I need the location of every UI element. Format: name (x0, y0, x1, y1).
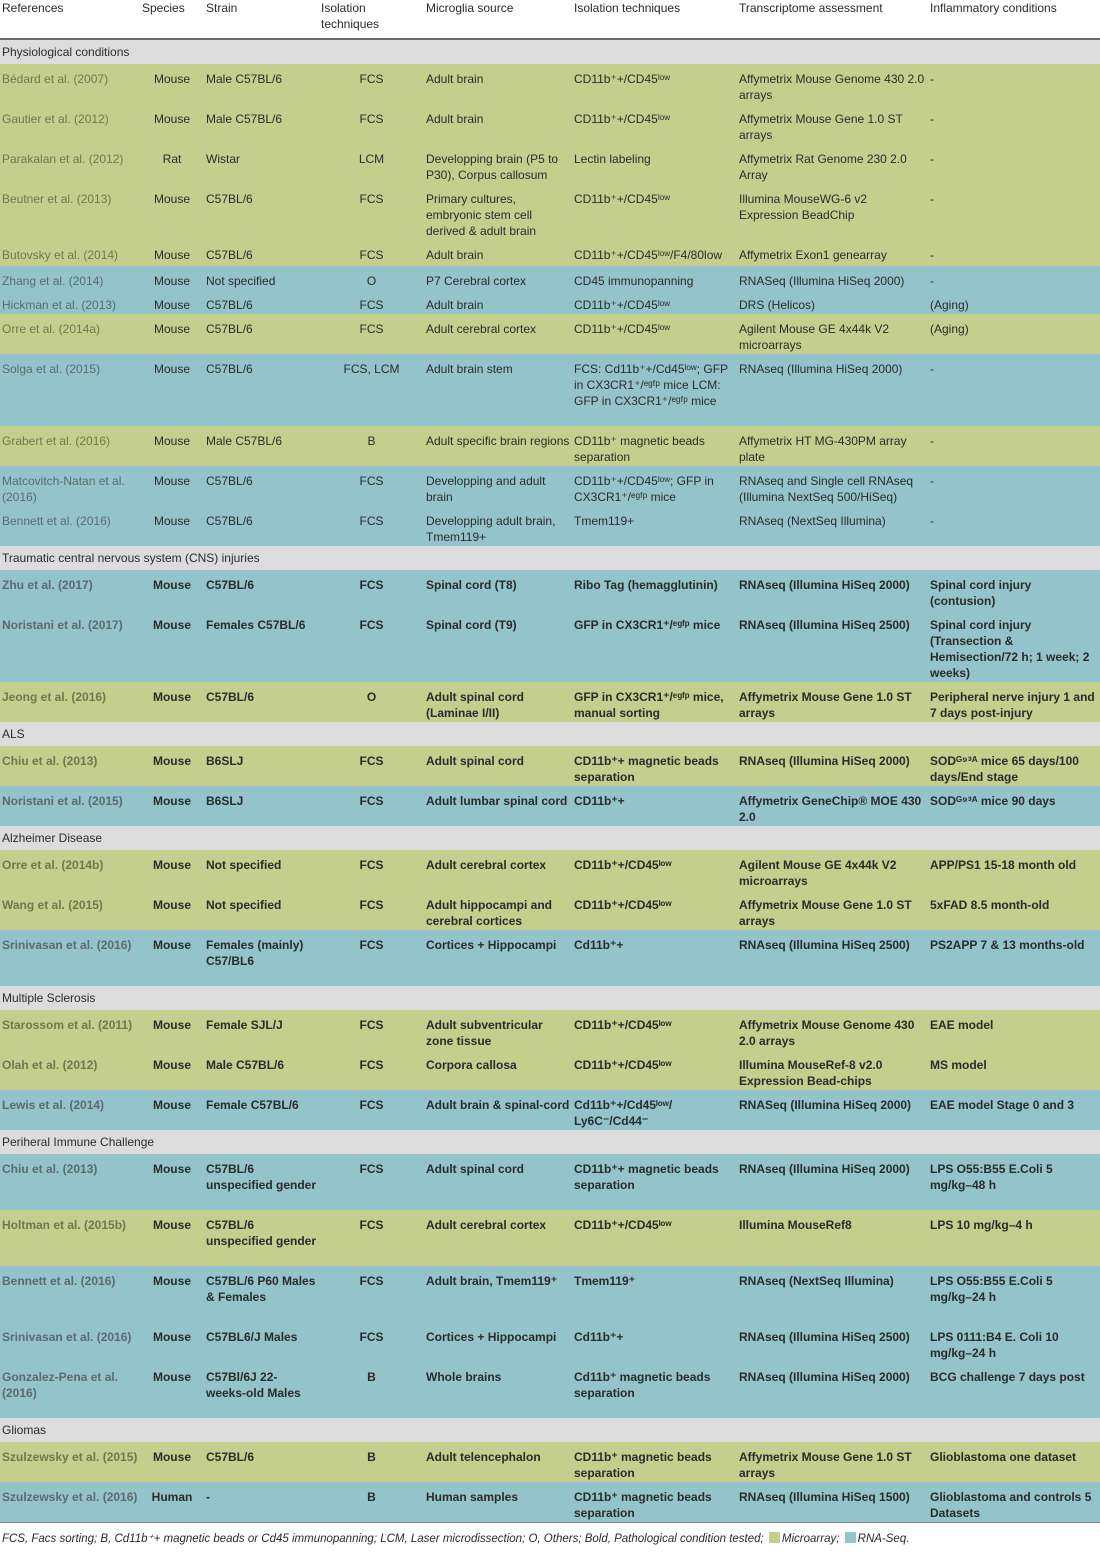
inflammatory-condition: EAE model Stage 0 and 3 (928, 1090, 1100, 1130)
microglia-source: Adult brain (424, 104, 572, 144)
isolation-technique: FCS (319, 1050, 424, 1090)
section-row (0, 986, 1100, 1010)
table-row (0, 290, 1100, 314)
reference: Wang et al. (2015) (0, 890, 140, 930)
isolation-technique: FCS (319, 1090, 424, 1130)
strain: C57BL/6 (204, 184, 319, 240)
microglia-source: Adult subventricular zone tissue (424, 1010, 572, 1050)
section-row (0, 826, 1100, 850)
transcriptome-assessment: Affymetrix Mouse Genome 430 2.0 arrays (737, 64, 928, 104)
microglia-source: Cortices + Hippocampi (424, 1322, 572, 1362)
transcriptome-assessment: RNASeq (Illumina HiSeq 2000) (737, 266, 928, 290)
strain: Male C57BL/6 (204, 426, 319, 466)
section-row (0, 1418, 1100, 1442)
isolation-technique: FCS (319, 290, 424, 314)
reference: Holtman et al. (2015b) (0, 1210, 140, 1266)
species: Mouse (140, 354, 204, 426)
table-row (0, 610, 1100, 682)
transcriptome-assessment: Agilent Mouse GE 4x44k V2 microarrays (737, 314, 928, 354)
species: Mouse (140, 426, 204, 466)
transcriptome-assessment: Affymetrix Mouse Gene 1.0 ST arrays (737, 890, 928, 930)
isolation-technique: FCS (319, 240, 424, 266)
reference: Olah et al. (2012) (0, 1050, 140, 1090)
isolation-technique: O (319, 266, 424, 290)
strain: - (204, 1482, 319, 1522)
species: Mouse (140, 266, 204, 290)
inflammatory-condition: BCG challenge 7 days post (928, 1362, 1100, 1418)
microglia-source: Developping adult brain, Tmem119+ (424, 506, 572, 546)
transcriptome-assessment: Illumina MouseRef8 (737, 1210, 928, 1266)
reference: Parakalan et al. (2012) (0, 144, 140, 184)
inflammatory-condition: Glioblastoma one dataset (928, 1442, 1100, 1482)
isolation-method: CD11b⁺+/CD45ˡᵒʷ (572, 890, 737, 930)
reference: Noristani et al. (2015) (0, 786, 140, 826)
table-row (0, 314, 1100, 354)
transcriptome-assessment: Illumina MouseWG-6 v2 Expression BeadChip (737, 184, 928, 240)
table-row (0, 786, 1100, 826)
isolation-technique: FCS (319, 1322, 424, 1362)
inflammatory-condition: LPS O55:B55 E.Coli 5 mg/kg–24 h (928, 1266, 1100, 1322)
section-label: ALS (0, 722, 1100, 746)
isolation-technique: FCS (319, 850, 424, 890)
isolation-technique: FCS (319, 64, 424, 104)
isolation-method: GFP in CX3CR1⁺/ᵉᵍᶠᵖ mice (572, 610, 737, 682)
section-row (0, 39, 1100, 64)
reference: Grabert et al. (2016) (0, 426, 140, 466)
transcriptome-assessment: RNAseq (NextSeq Illumina) (737, 506, 928, 546)
strain: C57BL/6 (204, 682, 319, 722)
isolation-technique: FCS (319, 746, 424, 786)
isolation-technique: FCS (319, 1154, 424, 1210)
reference: Starossom et al. (2011) (0, 1010, 140, 1050)
inflammatory-condition: - (928, 506, 1100, 546)
strain: Female C57BL/6 (204, 1090, 319, 1130)
isolation-technique: FCS (319, 506, 424, 546)
reference: Srinivasan et al. (2016) (0, 1322, 140, 1362)
reference: Chiu et al. (2013) (0, 746, 140, 786)
strain: C57Bl/6J 22-weeks-old Males (204, 1362, 319, 1418)
transcriptome-assessment: RNAseq (Illumina HiSeq 2000) (737, 570, 928, 610)
species: Mouse (140, 64, 204, 104)
strain: C57BL/6 (204, 466, 319, 506)
table-row (0, 1482, 1100, 1522)
microglia-source: Adult cerebral cortex (424, 850, 572, 890)
strain: C57BL/6 (204, 570, 319, 610)
species: Mouse (140, 1266, 204, 1322)
isolation-method: FCS: Cd11b⁺+/Cd45ˡᵒʷ; GFP in CX3CR1⁺/ᵉᵍᶠᵖ mice LCM: GFP in CX3CR1⁺/ᵉᵍᶠᵖ mice (572, 354, 737, 426)
species: Mouse (140, 1050, 204, 1090)
isolation-method: CD11b⁺+/CD45ˡᵒʷ (572, 1010, 737, 1050)
isolation-method: CD11b⁺+/CD45ˡᵒʷ (572, 1210, 737, 1266)
table-row (0, 354, 1100, 426)
inflammatory-condition: - (928, 64, 1100, 104)
strain: C57BL/6 (204, 1442, 319, 1482)
isolation-method: Ribo Tag (hemagglutinin) (572, 570, 737, 610)
species: Rat (140, 144, 204, 184)
transcriptome-assessment: Affymetrix HT MG-430PM array plate (737, 426, 928, 466)
footnote-text: FCS, Facs sorting; B, Cd11b⁺+ magnetic beads or Cd45 immunopanning; LCM, Laser microdissection; O, Others; Bold, Pathological condition tested; (2, 1533, 764, 1545)
table-row (0, 1154, 1100, 1210)
reference: Bennett et al. (2016) (0, 506, 140, 546)
isolation-method: CD11b⁺+/CD45ˡᵒʷ (572, 104, 737, 144)
species: Mouse (140, 930, 204, 986)
isolation-method: CD11b⁺+/CD45ˡᵒʷ/F4/80low (572, 240, 737, 266)
transcriptome-assessment: Affymetrix Mouse Gene 1.0 ST arrays (737, 104, 928, 144)
table-row (0, 746, 1100, 786)
strain: C57BL/6 (204, 506, 319, 546)
reference: Gonzalez-Pena et al. (2016) (0, 1362, 140, 1418)
table-row (0, 64, 1100, 104)
transcriptome-assessment: RNAseq (Illumina HiSeq 2000) (737, 746, 928, 786)
species: Mouse (140, 290, 204, 314)
transcriptome-assessment: DRS (Helicos) (737, 290, 928, 314)
isolation-technique: FCS (319, 104, 424, 144)
microglia-source: Adult cerebral cortex (424, 1210, 572, 1266)
strain: C57BL/6 unspecified gender (204, 1210, 319, 1266)
isolation-method: Cd11b⁺+/Cd45ˡᵒʷ/ Ly6C⁻/Cd44⁻ (572, 1090, 737, 1130)
inflammatory-condition: APP/PS1 15-18 month old (928, 850, 1100, 890)
table-row (0, 466, 1100, 506)
table-row (0, 1210, 1100, 1266)
inflammatory-condition: LPS 10 mg/kg–4 h (928, 1210, 1100, 1266)
isolation-technique: O (319, 682, 424, 722)
isolation-method: Cd11b⁺+ (572, 930, 737, 986)
transcriptome-assessment: Illumina MouseRef-8 v2.0 Expression Bead-chips (737, 1050, 928, 1090)
table-row (0, 506, 1100, 546)
isolation-technique: FCS (319, 1010, 424, 1050)
isolation-technique: FCS (319, 466, 424, 506)
inflammatory-condition: - (928, 354, 1100, 426)
microglia-source: Adult brain & spinal-cord (424, 1090, 572, 1130)
table-row (0, 1050, 1100, 1090)
strain: B6SLJ (204, 786, 319, 826)
table-row (0, 850, 1100, 890)
table-row (0, 570, 1100, 610)
strain: C57BL/6 (204, 290, 319, 314)
species: Mouse (140, 1154, 204, 1210)
isolation-technique: FCS (319, 930, 424, 986)
species: Mouse (140, 610, 204, 682)
microglia-source: Adult brain (424, 290, 572, 314)
species: Mouse (140, 1442, 204, 1482)
table-row (0, 184, 1100, 240)
microglia-source: Spinal cord (T9) (424, 610, 572, 682)
isolation-method: CD11b⁺+/CD45ˡᵒʷ (572, 314, 737, 354)
reference: Chiu et al. (2013) (0, 1154, 140, 1210)
isolation-method: CD11b⁺+/CD45ˡᵒʷ (572, 290, 737, 314)
isolation-method: CD11b⁺ magnetic beads separation (572, 1482, 737, 1522)
species: Mouse (140, 184, 204, 240)
table-row (0, 426, 1100, 466)
strain: Not specified (204, 890, 319, 930)
species: Mouse (140, 786, 204, 826)
section-label: Alzheimer Disease (0, 826, 1100, 850)
isolation-method: CD45 immunopanning (572, 266, 737, 290)
strain: Female SJL/J (204, 1010, 319, 1050)
isolation-technique: FCS (319, 786, 424, 826)
isolation-technique: FCS (319, 570, 424, 610)
microglia-source: Corpora callosa (424, 1050, 572, 1090)
table-row (0, 890, 1100, 930)
isolation-technique: B (319, 1442, 424, 1482)
microglia-source: Cortices + Hippocampi (424, 930, 572, 986)
reference: Matcovitch-Natan et al. (2016) (0, 466, 140, 506)
microglia-source: Adult telencephalon (424, 1442, 572, 1482)
isolation-method: CD11b⁺+/CD45ˡᵒʷ; GFP in CX3CR1⁺/ᵉᵍᶠᵖ mice (572, 466, 737, 506)
isolation-technique: FCS (319, 890, 424, 930)
microglia-source: Adult specific brain regions (424, 426, 572, 466)
transcriptome-assessment: Affymetrix Rat Genome 230 2.0 Array (737, 144, 928, 184)
species: Mouse (140, 1210, 204, 1266)
species: Mouse (140, 104, 204, 144)
isolation-method: CD11b⁺+/CD45ˡᵒʷ (572, 850, 737, 890)
species: Mouse (140, 850, 204, 890)
microglia-source: Whole brains (424, 1362, 572, 1418)
inflammatory-condition: Spinal cord injury (contusion) (928, 570, 1100, 610)
transcriptome-assessment: Affymetrix Mouse Gene 1.0 ST arrays (737, 682, 928, 722)
species: Mouse (140, 240, 204, 266)
isolation-technique: FCS, LCM (319, 354, 424, 426)
isolation-technique: FCS (319, 314, 424, 354)
reference: Zhu et al. (2017) (0, 570, 140, 610)
header-isolation-techniques: Isolation techniques (319, 0, 424, 39)
inflammatory-condition: LPS 0111:B4 E. Coli 10 mg/kg–24 h (928, 1322, 1100, 1362)
isolation-method: CD11b⁺ magnetic beads separation (572, 426, 737, 466)
reference: Szulzewsky et al. (2016) (0, 1482, 140, 1522)
microarray-swatch (769, 1532, 780, 1543)
isolation-technique: FCS (319, 1210, 424, 1266)
inflammatory-condition: - (928, 144, 1100, 184)
footnote-rnaseq-label: RNA-Seq. (857, 1533, 910, 1545)
microglia-source: Developping and adult brain (424, 466, 572, 506)
isolation-technique: LCM (319, 144, 424, 184)
microglia-source: Adult lumbar spinal cord (424, 786, 572, 826)
microglia-source: Adult cerebral cortex (424, 314, 572, 354)
transcriptome-assessment: RNAseq (Illumina HiSeq 2500) (737, 930, 928, 986)
microglia-source: Adult hippocampi and cerebral cortices (424, 890, 572, 930)
header-isolation-techniques-detail: Isolation techniques (572, 0, 737, 39)
reference: Hickman et al. (2013) (0, 290, 140, 314)
inflammatory-condition: Spinal cord injury (Transection & Hemisection/72 h; 1 week; 2 weeks) (928, 610, 1100, 682)
reference: Lewis et al. (2014) (0, 1090, 140, 1130)
strain: B6SLJ (204, 746, 319, 786)
microglia-source: Adult brain (424, 64, 572, 104)
species: Mouse (140, 1322, 204, 1362)
reference: Gautier et al. (2012) (0, 104, 140, 144)
isolation-method: CD11b⁺+/CD45ˡᵒʷ (572, 64, 737, 104)
strain: Females C57BL/6 (204, 610, 319, 682)
isolation-method: CD11b⁺+ magnetic beads separation (572, 1154, 737, 1210)
isolation-method: CD11b⁺+/CD45ˡᵒʷ (572, 184, 737, 240)
inflammatory-condition: LPS O55:B55 E.Coli 5 mg/kg–48 h (928, 1154, 1100, 1210)
strain: Male C57BL/6 (204, 104, 319, 144)
reference: Orre et al. (2014b) (0, 850, 140, 890)
transcriptome-assessment: Affymetrix Exon1 genearray (737, 240, 928, 266)
strain: Not specified (204, 266, 319, 290)
inflammatory-condition: - (928, 466, 1100, 506)
inflammatory-condition: - (928, 240, 1100, 266)
transcriptome-assessment: Affymetrix Mouse Gene 1.0 ST arrays (737, 1442, 928, 1482)
species: Mouse (140, 466, 204, 506)
species: Mouse (140, 746, 204, 786)
microglia-source: Adult spinal cord (Laminae I/II) (424, 682, 572, 722)
transcriptome-assessment: RNAseq (Illumina HiSeq 2500) (737, 1322, 928, 1362)
section-label: Multiple Sclerosis (0, 986, 1100, 1010)
isolation-technique: FCS (319, 610, 424, 682)
reference: Bédard et al. (2007) (0, 64, 140, 104)
header-microglia-source: Microglia source (424, 0, 572, 39)
species: Mouse (140, 1090, 204, 1130)
reference: Solga et al. (2015) (0, 354, 140, 426)
inflammatory-condition: SODᴳ⁹³ᴬ mice 90 days (928, 786, 1100, 826)
inflammatory-condition: Glioblastoma and controls 5 Datasets (928, 1482, 1100, 1522)
microglia-source: P7 Cerebral cortex (424, 266, 572, 290)
isolation-method: CD11b⁺+ magnetic beads separation (572, 746, 737, 786)
microglia-source: Primary cultures, embryonic stem cell derived & adult brain (424, 184, 572, 240)
transcriptome-assessment: RNAseq (Illumina HiSeq 2500) (737, 610, 928, 682)
strain: C57BL/6 (204, 240, 319, 266)
strain: Not specified (204, 850, 319, 890)
microglia-source: Adult spinal cord (424, 746, 572, 786)
inflammatory-condition: - (928, 426, 1100, 466)
microglia-source: Adult brain, Tmem119⁺ (424, 1266, 572, 1322)
table-row (0, 1442, 1100, 1482)
reference: Szulzewsky et al. (2015) (0, 1442, 140, 1482)
isolation-technique: B (319, 426, 424, 466)
species: Mouse (140, 682, 204, 722)
section-label: Traumatic central nervous system (CNS) injuries (0, 546, 1100, 570)
isolation-method: Lectin labeling (572, 144, 737, 184)
strain: Wistar (204, 144, 319, 184)
isolation-technique: FCS (319, 184, 424, 240)
reference: Zhang et al. (2014) (0, 266, 140, 290)
transcriptome-assessment: RNAseq (Illumina HiSeq 2000) (737, 1362, 928, 1418)
isolation-method: CD11b⁺+/CD45ˡᵒʷ (572, 1050, 737, 1090)
reference: Jeong et al. (2016) (0, 682, 140, 722)
inflammatory-condition: (Aging) (928, 290, 1100, 314)
reference: Noristani et al. (2017) (0, 610, 140, 682)
table-row (0, 1362, 1100, 1418)
isolation-technique: B (319, 1482, 424, 1522)
inflammatory-condition: PS2APP 7 & 13 months-old (928, 930, 1100, 986)
microglia-source: Spinal cord (T8) (424, 570, 572, 610)
inflammatory-condition: (Aging) (928, 314, 1100, 354)
inflammatory-condition: - (928, 104, 1100, 144)
species: Mouse (140, 570, 204, 610)
table-row (0, 266, 1100, 290)
table-row (0, 240, 1100, 266)
table-row (0, 1266, 1100, 1322)
strain: C57BL/6 unspecified gender (204, 1154, 319, 1210)
transcriptome-assessment: Agilent Mouse GE 4x44k V2 microarrays (737, 850, 928, 890)
table-row (0, 1090, 1100, 1130)
species: Human (140, 1482, 204, 1522)
inflammatory-condition: EAE model (928, 1010, 1100, 1050)
isolation-method: CD11b⁺ magnetic beads separation (572, 1442, 737, 1482)
reference: Beutner et al. (2013) (0, 184, 140, 240)
strain: Male C57BL/6 (204, 1050, 319, 1090)
transcriptome-assessment: RNAseq (NextSeq Illumina) (737, 1266, 928, 1322)
header-row (0, 0, 1100, 39)
isolation-method: CD11b⁺+ (572, 786, 737, 826)
species: Mouse (140, 1010, 204, 1050)
inflammatory-condition: 5xFAD 8.5 month-old (928, 890, 1100, 930)
table-row (0, 930, 1100, 986)
header-transcriptome-assessment: Transcriptome assessment (737, 0, 928, 39)
isolation-technique: B (319, 1362, 424, 1418)
transcriptome-assessment: Affymetrix GeneChip® MOE 430 2.0 (737, 786, 928, 826)
isolation-method: Cd11b⁺+ (572, 1322, 737, 1362)
reference: Srinivasan et al. (2016) (0, 930, 140, 986)
strain: C57BL/6 (204, 314, 319, 354)
isolation-method: GFP in CX3CR1⁺/ᵉᵍᶠᵖ mice, manual sorting (572, 682, 737, 722)
strain: Females (mainly) C57/BL6 (204, 930, 319, 986)
rnaseq-swatch (845, 1532, 856, 1543)
isolation-method: Tmem119⁺ (572, 1266, 737, 1322)
table-row (0, 682, 1100, 722)
inflammatory-condition: SODᴳ⁹³ᴬ mice 65 days/100 days/End stage (928, 746, 1100, 786)
table-row (0, 144, 1100, 184)
footnote-microarray-label: Microarray; (781, 1533, 840, 1545)
microglia-source: Human samples (424, 1482, 572, 1522)
section-label: Periheral Immune Challenge (0, 1130, 1100, 1154)
inflammatory-condition: - (928, 184, 1100, 240)
microglia-source: Adult brain (424, 240, 572, 266)
section-label: Gliomas (0, 1418, 1100, 1442)
transcriptome-assessment: RNAseq and Single cell RNAseq (Illumina NextSeq 500/HiSeq) (737, 466, 928, 506)
inflammatory-condition: MS model (928, 1050, 1100, 1090)
microglia-source: Adult spinal cord (424, 1154, 572, 1210)
header-species: Species (140, 0, 204, 39)
reference: Bennett et al. (2016) (0, 1266, 140, 1322)
strain: C57BL6/J Males (204, 1322, 319, 1362)
strain: C57BL/6 P60 Males & Females (204, 1266, 319, 1322)
table-row (0, 1322, 1100, 1362)
transcriptome-assessment: RNAseq (Illumina HiSeq 2000) (737, 354, 928, 426)
species: Mouse (140, 890, 204, 930)
isolation-technique: FCS (319, 1266, 424, 1322)
section-row (0, 722, 1100, 746)
table-footnote (0, 1522, 1100, 1553)
microglia-source: Developping brain (P5 to P30), Corpus callosum (424, 144, 572, 184)
species: Mouse (140, 314, 204, 354)
section-row (0, 546, 1100, 570)
inflammatory-condition: Peripheral nerve injury 1 and 7 days post-injury (928, 682, 1100, 722)
transcriptome-assessment: RNASeq (Illumina HiSeq 2000) (737, 1090, 928, 1130)
species: Mouse (140, 1362, 204, 1418)
isolation-method: Cd11b⁺ magnetic beads separation (572, 1362, 737, 1418)
transcriptome-assessment: RNAseq (Illumina HiSeq 1500) (737, 1482, 928, 1522)
strain: C57BL/6 (204, 354, 319, 426)
reference: Orre et al. (2014a) (0, 314, 140, 354)
isolation-method: Tmem119+ (572, 506, 737, 546)
microglia-source: Adult brain stem (424, 354, 572, 426)
reference: Butovsky et al. (2014) (0, 240, 140, 266)
strain: Male C57BL/6 (204, 64, 319, 104)
species: Mouse (140, 506, 204, 546)
section-row (0, 1130, 1100, 1154)
table-row (0, 104, 1100, 144)
header-strain: Strain (204, 0, 319, 39)
section-label: Physiological conditions (0, 39, 1100, 64)
transcriptome-assessment: Affymetrix Mouse Genome 430 2.0 arrays (737, 1010, 928, 1050)
table-row (0, 1010, 1100, 1050)
header-inflammatory-conditions: Inflammatory conditions (928, 0, 1100, 39)
inflammatory-condition: - (928, 266, 1100, 290)
transcriptome-assessment: RNAseq (Illumina HiSeq 2000) (737, 1154, 928, 1210)
header-references: References (0, 0, 140, 39)
